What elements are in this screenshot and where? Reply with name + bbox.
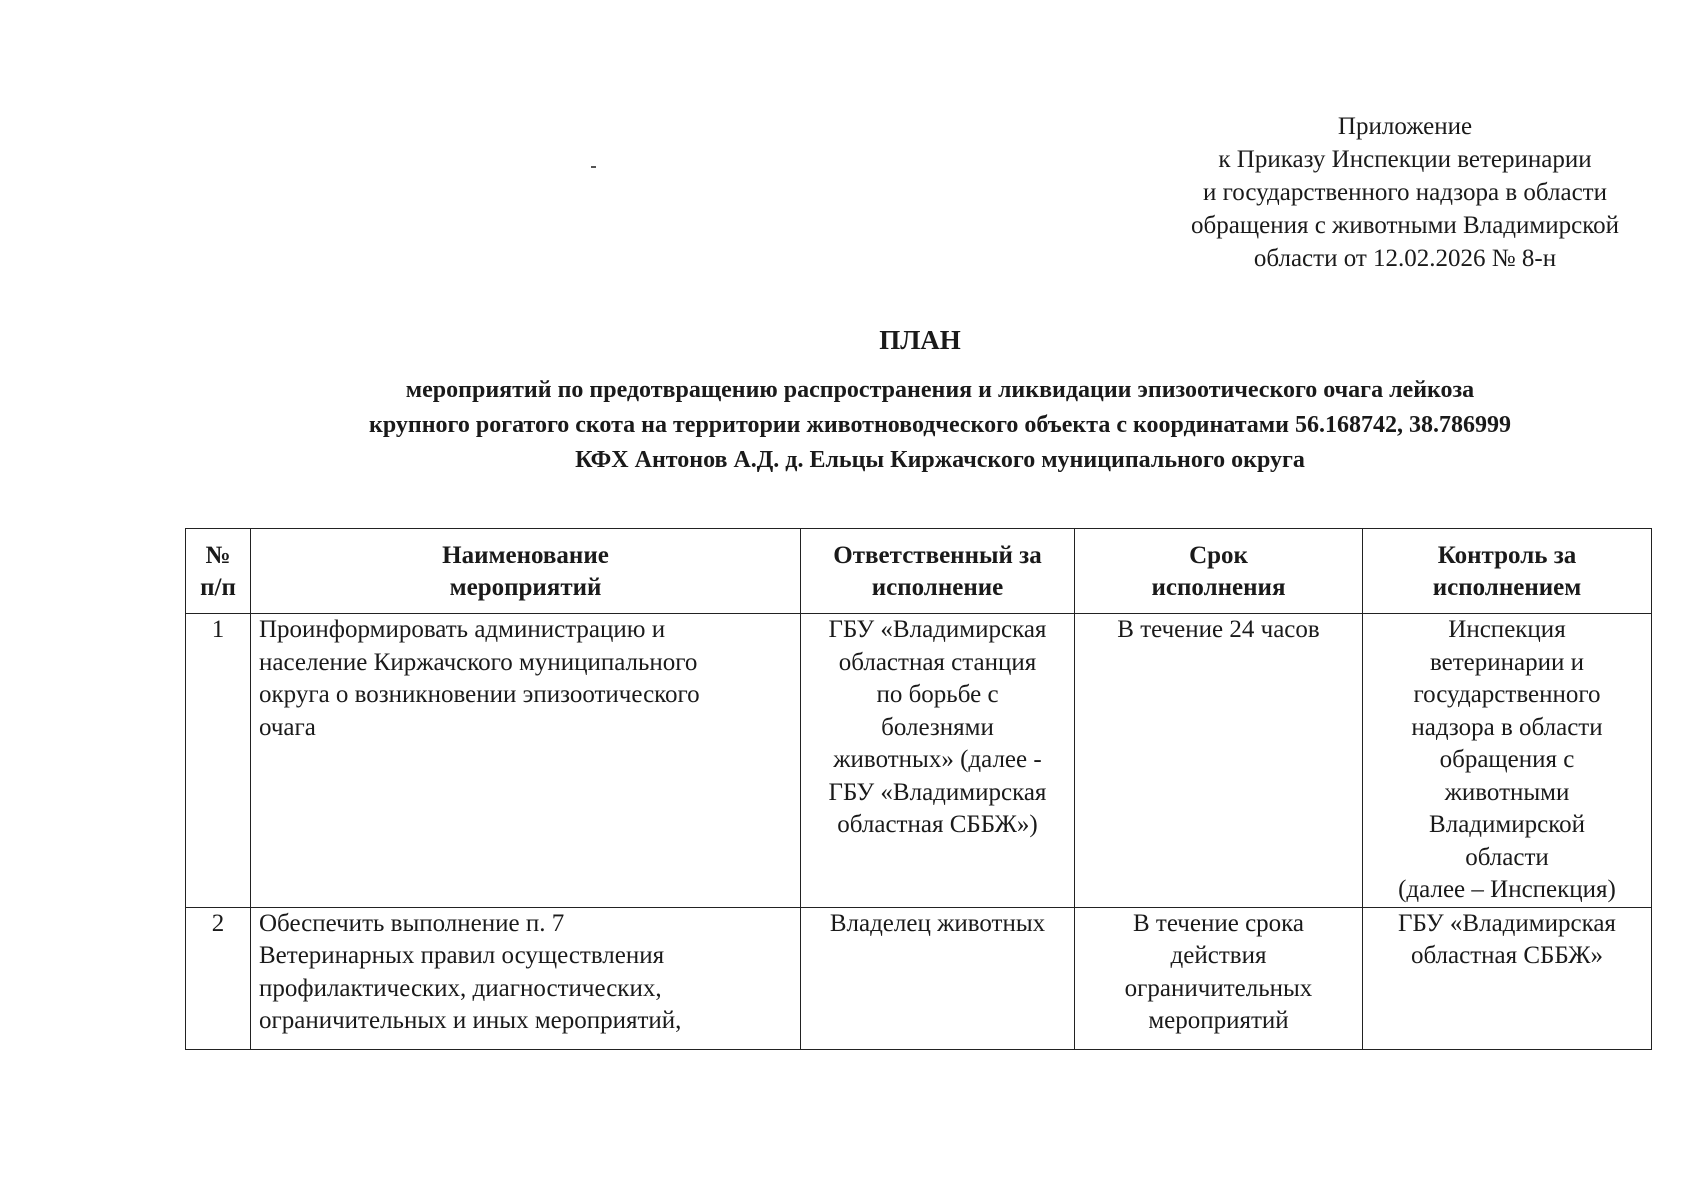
- appendix-line: обращения с животными Владимирской: [1191, 212, 1619, 239]
- subtitle-line: крупного рогатого скота на территории животноводческого объекта с координатами 56.168742, 38.786999: [369, 412, 1511, 438]
- header-name: Наименование мероприятий: [251, 529, 801, 614]
- header-responsible: Ответственный за исполнение: [801, 529, 1075, 614]
- table-row: [186, 907, 1652, 1049]
- subtitle-line: мероприятий по предотвращению распространения и ликвидации эпизоотического очага лейкоза: [405, 377, 1475, 403]
- table-row: [186, 614, 1652, 908]
- scan-speck: [591, 166, 596, 168]
- plan-table: [185, 528, 1652, 1050]
- cell-responsible: Владелец животных: [801, 907, 1075, 1049]
- document-title: ПЛАН: [879, 325, 961, 355]
- appendix-line: к Приказу Инспекции ветеринарии: [1218, 146, 1592, 173]
- cell-deadline: В течение срока действия ограничительных мероприятий: [1075, 907, 1363, 1049]
- cell-control: ГБУ «Владимирская областная СББЖ»: [1363, 907, 1652, 1049]
- document-subtitle: [240, 373, 1640, 478]
- cell-num: 1: [186, 614, 251, 908]
- header-deadline: Срок исполнения: [1075, 529, 1363, 614]
- cell-control: Инспекция ветеринарии и государственного надзора в области обращения с животными Владимирской области (далее – Инспекция): [1363, 614, 1652, 908]
- appendix-line: области от 12.02.2026 № 8-н: [1253, 245, 1557, 272]
- appendix-line: и государственного надзора в области: [1202, 179, 1607, 206]
- appendix-line: Приложение: [1337, 113, 1473, 140]
- cell-name: Проинформировать администрацию и население Киржачского муниципального округа о возникновении эпизоотического очага: [251, 614, 801, 908]
- cell-num: 2: [186, 907, 251, 1049]
- header-num: № п/п: [186, 529, 251, 614]
- cell-name: Обеспечить выполнение п. 7 Ветеринарных правил осуществления профилактических, диагностических, ограничительных и иных мероприятий,: [251, 907, 801, 1049]
- cell-deadline: В течение 24 часов: [1075, 614, 1363, 908]
- table-header-row: [186, 529, 1652, 614]
- cell-responsible: ГБУ «Владимирская областная станция по борьбе с болезнями животных» (далее - ГБУ «Владимирская областная СББЖ»): [801, 614, 1075, 908]
- appendix-block: [1145, 110, 1665, 275]
- header-control: Контроль за исполнением: [1363, 529, 1652, 614]
- subtitle-line: КФХ Антонов А.Д. д. Ельцы Киржачского муниципального округа: [575, 447, 1305, 473]
